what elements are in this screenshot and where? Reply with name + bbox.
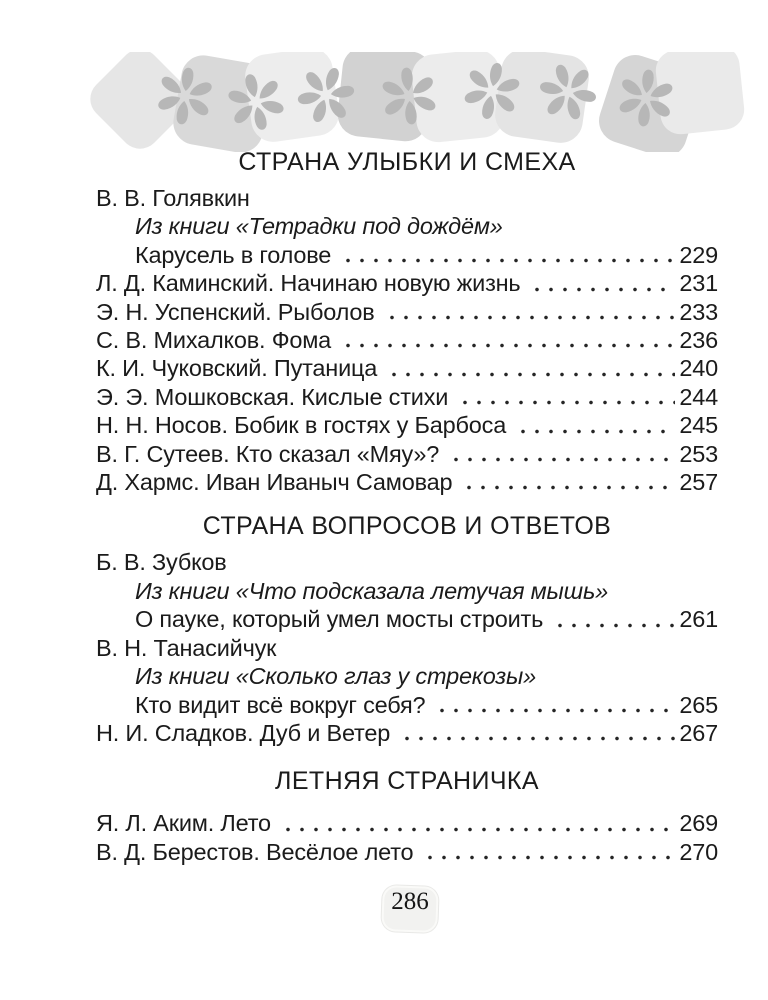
dot-leader [421, 838, 675, 866]
toc-entry [96, 411, 718, 439]
toc-entry [96, 298, 718, 326]
dot-leader [385, 354, 675, 382]
toc-entry [96, 838, 718, 866]
page-number: 286 [391, 888, 429, 916]
entry-text: Из книги «Сколько глаз у стрекозы» [135, 663, 536, 690]
toc-entry [96, 605, 718, 633]
dot-leader [383, 298, 676, 326]
entry-text: Л. Д. Каминский. Начинаю новую жизнь [96, 270, 521, 297]
entry-text: Б. В. Зубков [96, 549, 227, 576]
dot-leader [514, 411, 675, 439]
section-title: СТРАНА ВОПРОСОВ И ОТВЕТОВ [202, 512, 612, 541]
entry-text: Из книги «Что подсказала летучая мышь» [135, 577, 608, 604]
page-ref: 236 [679, 327, 718, 354]
entry-text: В. В. Голявкин [96, 185, 250, 211]
toc-entry-book [96, 577, 718, 605]
page-ref: 233 [679, 298, 718, 325]
page-ref: 265 [679, 691, 718, 718]
entry-text: С. В. Михалков. Фома [96, 327, 332, 354]
entry-text: Н. И. Сладков. Дуб и Ветер [96, 719, 391, 746]
entry-text: Я. Л. Аким. Лето [96, 810, 271, 837]
toc-entry [96, 269, 718, 297]
page-ref: 240 [679, 355, 718, 382]
section-title: СТРАНА УЛЫБКИ И СМЕХА [238, 148, 576, 176]
toc-entry-book [96, 212, 718, 240]
toc-entry-author [96, 184, 718, 212]
entry-text: Из книги «Тетрадки под дождём» [135, 213, 503, 240]
table-of-contents [96, 148, 718, 866]
page-ref: 267 [679, 719, 718, 746]
dot-leader [433, 691, 675, 719]
page-ref: 229 [679, 241, 718, 268]
entry-text: В. Д. Берестов. Весёлое лето [96, 838, 414, 865]
entry-text: В. Н. Танасийчук [96, 634, 277, 661]
entry-text: Э. Н. Успенский. Рыболов [96, 298, 375, 325]
page-ref: 231 [679, 270, 718, 297]
dot-leader [398, 719, 675, 747]
toc-entry [96, 468, 718, 496]
toc-entry-author [96, 634, 718, 662]
page-ref: 244 [679, 383, 718, 410]
entry-text: Н. Н. Носов. Бобик в гостях у Барбоса [96, 412, 507, 439]
toc-entry [96, 440, 718, 468]
toc-entry [96, 383, 718, 411]
page-ref: 269 [679, 810, 718, 837]
toc-entry [96, 241, 718, 269]
toc-entry [96, 809, 718, 837]
toc-entry-author [96, 548, 718, 576]
dot-leader [460, 468, 675, 496]
entry-text: Карусель в голове [135, 241, 332, 268]
dot-leader [528, 269, 675, 297]
toc-entry [96, 691, 718, 719]
dot-leader [551, 605, 675, 633]
decorative-band [0, 52, 768, 152]
toc-entry [96, 354, 718, 382]
page-ref: 253 [679, 440, 718, 467]
section-title: ЛЕТНЯЯ СТРАНИЧКА [275, 767, 539, 796]
dot-leader [339, 326, 675, 354]
page-ref: 270 [679, 838, 718, 865]
page-ref: 261 [679, 606, 718, 633]
decor-square [242, 52, 341, 145]
dot-leader [279, 809, 676, 837]
entry-text: В. Г. Сутеев. Кто сказал «Мяу»? [96, 440, 440, 467]
dot-leader [456, 383, 675, 411]
dot-leader [447, 440, 675, 468]
page-ref: 245 [679, 412, 718, 439]
entry-text: О пауке, который умел мосты строить [135, 606, 544, 633]
dot-leader [339, 241, 675, 269]
toc-entry [96, 719, 718, 747]
entry-text: Кто видит всё вокруг себя? [135, 691, 426, 718]
page-number-badge [381, 885, 439, 933]
toc-entry-book [96, 662, 718, 690]
toc-entry [96, 326, 718, 354]
entry-text: Д. Хармс. Иван Иваныч Самовар [96, 469, 453, 496]
entry-text: Э. Э. Мошковская. Кислые стихи [96, 383, 449, 410]
decor-squares [82, 52, 746, 152]
entry-text: К. И. Чуковский. Путаница [96, 355, 378, 382]
page-ref: 257 [679, 469, 718, 496]
